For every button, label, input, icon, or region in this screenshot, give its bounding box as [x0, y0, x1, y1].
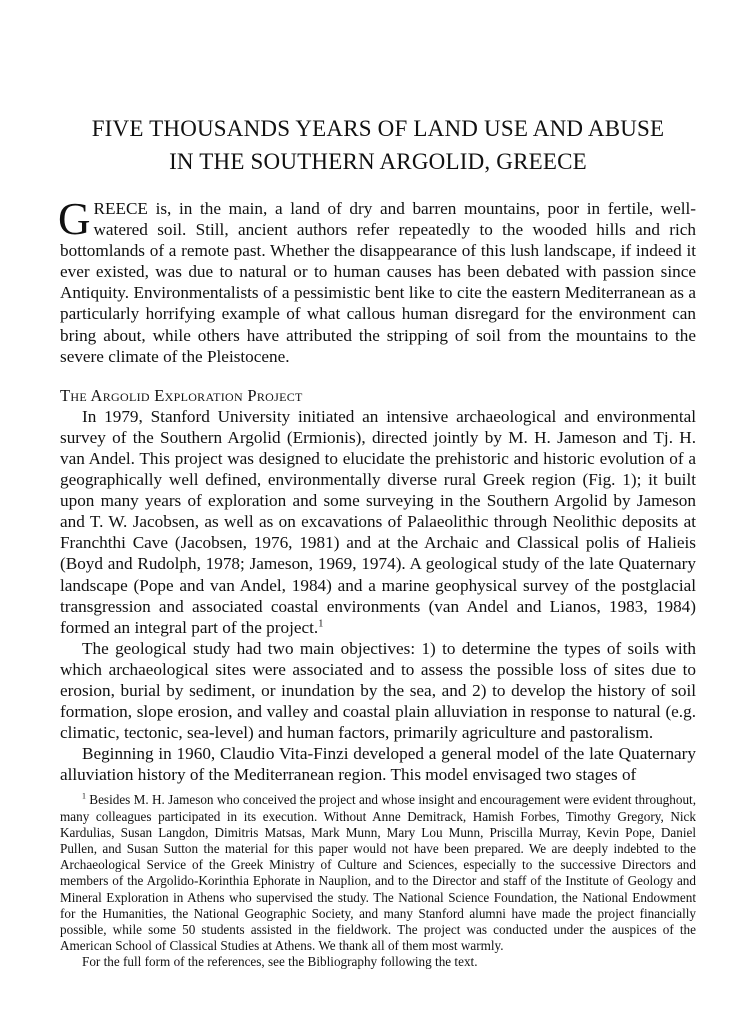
footnote-ref-1: 1 [318, 617, 324, 629]
title-line-1: FIVE THOUSANDS YEARS OF LAND USE AND ABUSE [91, 116, 665, 141]
footnote-1-marker: 1 [82, 792, 86, 802]
section-paragraph-3: Beginning in 1960, Claudio Vita-Finzi developed a general model of the late Quaternary alluviation history of the Mediterranean region. This model envisaged two stages of [60, 744, 696, 785]
footnotes [60, 792, 696, 970]
footnote-1 [60, 792, 696, 954]
section-heading: The Argolid Exploration Project [60, 385, 303, 405]
section-paragraph-1 [60, 406, 696, 638]
footnote-1-text: Besides M. H. Jameson who conceived the project and whose insight and encouragement were evident throughout, many colleagues participated in its execution. Without Anne Demitrack, Hamish Forbes, Timothy Gregory, Nick Kardulias, Susan Langdon, Dimitris Matsas, Mark Munn, Mary Lou Munn, Priscilla Murray, Kevin Pope, Daniel Pullen, and Susan Sutton the material for this paper would not have been prepared. We are deeply indebted to the Archaeological Service of the Greek Ministry of Culture and Sciences, especially to the successive Directors and members of the Argolido-Korinthia Ephorate in Nauplion, and to the Director and staff of the Institute of Geology and Mineral Exploration in Athens who supervised the study. The National Science Foundation, the National Endowment for the Humanities, the National Geographic Society, and many Stanford alumni have made the project financially possible, while some 50 students assisted in the fieldwork. The project was conducted under the auspices of the American School of Classical Studies at Athens. We thank all of them most warmly. [60, 792, 697, 954]
intro-paragraph [58, 194, 696, 367]
paragraph-1-text: In 1979, Stanford University initiated an intensive archaeological and environmental survey of the Southern Argolid (Ermionis), directed jointly by M. H. Jameson and Tj. H. van Andel. This project was designed to elucidate the prehistoric and historic evolution of a geographically well defined, environmentally diverse rural Greek region (Fig. 1); it built upon many years of exploration and some surveying in the Southern Argolid by Jameson and T. W. Jacobsen, as well as on excavations of Palaeolithic through Neolithic deposits at Franchthi Cave (Jacobsen, 1976, 1981) and at the Archaic and Classical polis of Halieis (Boyd and Rudolph, 1978; Jameson, 1969, 1974). A geological study of the late Quaternary landscape (Pope and van Andel, 1984) and a marine geophysical survey of the postglacial transgression and associated coastal environments (van Andel and Lianos, 1983, 1984) formed an integral part of the project. [60, 406, 696, 637]
article-body [58, 194, 696, 785]
article-page [60, 112, 696, 971]
title-line-2: IN THE SOUTHERN ARGOLID, GREECE [169, 149, 587, 174]
footnote-2: For the full form of the references, see the Bibliography following the text. [82, 954, 478, 970]
drop-cap: G [58, 194, 91, 244]
intro-text: REECE is, in the main, a land of dry and barren mountains, poor in fertile, well-watered soil. Still, ancient authors refer repeatedly to the wooded hills and rich bottomlands of a remote past. Whether the disappearance of this lush landscape, if indeed it ever existed, was due to natural or to human causes has been debated with passion since Antiquity. Environmentalists of a pessimistic bent like to cite the eastern Mediterranean as a particularly horrifying example of what callous human disregard for the environment can bring about, while others have attributed the stripping of soil from the mountains to the severe climate of the Pleistocene. [60, 199, 696, 366]
article-title [60, 112, 696, 178]
section-paragraph-2: The geological study had two main objectives: 1) to determine the types of soils with which archaeological sites were associated and to assess the possible loss of sites due to erosion, burial by sediment, or inundation by the sea, and 2) to develop the history of soil formation, slope erosion, and valley and coastal plain alluviation in response to natural (e.g. climatic, tectonic, sea-level) and human factors, primarily agriculture and pastoralism. [60, 638, 696, 743]
